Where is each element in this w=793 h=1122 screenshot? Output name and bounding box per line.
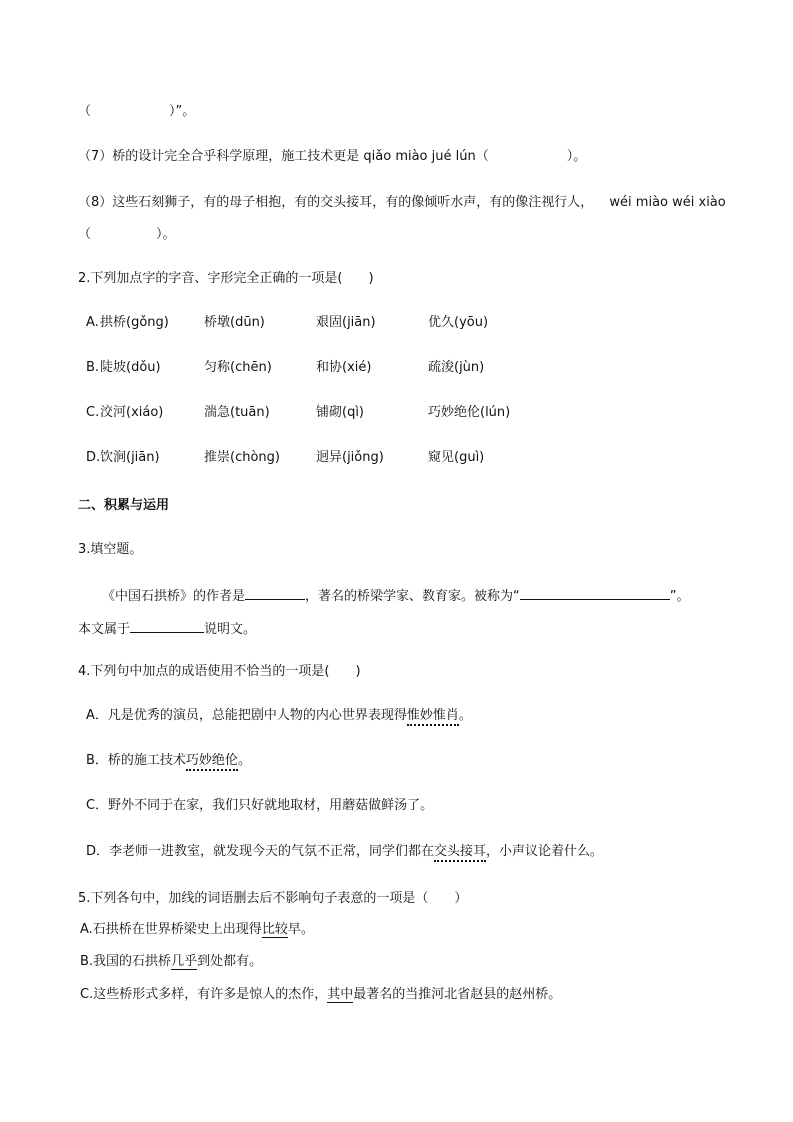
q3-type-blank[interactable]	[130, 619, 204, 633]
q5-option-b[interactable]	[80, 953, 262, 971]
q4-d-post: ，小声议论着什么。	[486, 844, 604, 859]
q2-c-item2: 湍急(tuān)	[204, 405, 270, 420]
q2-a-item4: 优久(yōu)	[428, 315, 489, 330]
q1-line8-text: （8）这些石刻狮子，有的母子相抱，有的交头接耳，有的像倾听水声，有的像注视行人，	[78, 195, 594, 210]
q1-line8-pinyin: wéi miào wéi xiào	[609, 195, 726, 210]
q5-b-pre: B.我国的石拱桥	[80, 954, 172, 969]
q2-b-letter: B.	[86, 360, 100, 375]
q4-option-d[interactable]	[86, 843, 603, 861]
q5-stem: 5.下列各句中，加线的词语删去后不影响句子表意的一项是（ ）	[78, 891, 468, 906]
q2-a-item3: 艰固(jiān)	[316, 315, 376, 330]
q5-c-post: 最著名的当推河北省赵县的赵州桥。	[353, 987, 562, 1002]
q3-line1-a: 《中国石拱桥》的作者是	[102, 589, 246, 604]
section-heading: 二、积累与运用	[78, 498, 170, 513]
q1-line6-tail: （ ）”。	[78, 104, 196, 119]
q4-b-pre: B．桥的施工技术	[86, 753, 186, 768]
q4-d-idiom: 交头接耳	[434, 844, 486, 862]
q3-line1	[102, 586, 690, 606]
q2-d-item4: 窥见(guì)	[428, 450, 485, 465]
q2-stem: 2.下列加点字的字音、字形完全正确的一项是( )	[78, 271, 374, 286]
q2-b-item3: 和协(xié)	[316, 360, 372, 375]
q2-b-item2: 匀称(chēn)	[204, 360, 272, 375]
q2-c-item3: 铺砌(qì)	[316, 405, 365, 420]
q4-option-c[interactable]	[86, 797, 433, 815]
q2-a-item2: 桥墩(dūn)	[204, 315, 265, 330]
q2-b-item4: 疏浚(jùn)	[428, 360, 485, 375]
q1-line7: （7）桥的设计完全合乎科学原理，施工技术更是 qiǎo miào jué lún（ ）。	[78, 149, 587, 164]
q4-c-post: ，用蘑菇做鲜汤了。	[316, 798, 434, 813]
q3-line1-c: ”。	[669, 589, 690, 604]
q2-b-item1: 陡坡(dǒu)	[100, 360, 161, 375]
q4-stem: 4.下列句中加点的成语使用不恰当的一项是( )	[78, 664, 361, 679]
q4-c-pre: C．野外不同于在家，我们只好	[86, 798, 265, 813]
q5-c-word: 其中	[327, 987, 354, 1002]
q2-c-item1: 洨河(xiáo)	[100, 405, 164, 420]
q3-line1-b: ，著名的桥梁学家、教育家。被称为“	[305, 589, 520, 604]
q4-b-post: 。	[237, 753, 251, 768]
q5-b-post: 到处都有。	[197, 954, 263, 969]
q2-c-letter: C.	[86, 405, 100, 420]
q5-option-c[interactable]	[80, 986, 561, 1004]
q4-d-pre: D．李老师一进教室，就发现今天的气氛不正常，同学们都在	[86, 844, 435, 859]
q4-b-idiom: 巧妙绝伦	[186, 753, 238, 771]
q3-line2	[78, 619, 256, 639]
q2-a-letter: A.	[86, 315, 99, 330]
q5-c-pre: C.这些桥形式多样，有许多是惊人的杰作，	[80, 987, 328, 1002]
q2-d-item3: 迥异(jiǒng)	[316, 450, 384, 465]
q4-c-idiom: 就地取材	[264, 798, 317, 813]
q4-a-pre: A．凡是优秀的演员，总能把剧中人物的内心世界表现得	[86, 708, 407, 723]
q4-option-a[interactable]	[86, 707, 472, 725]
q4-a-idiom: 惟妙惟肖	[407, 708, 459, 726]
q3-title-blank[interactable]	[520, 586, 670, 600]
q3-line2-a: 本文属于	[78, 622, 131, 637]
q3-stem: 3.填空题。	[78, 542, 143, 557]
q5-option-a[interactable]	[80, 921, 314, 939]
q4-a-post: 。	[458, 708, 472, 723]
q2-d-item2: 推崇(chòng)	[204, 450, 280, 465]
q5-a-pre: A.石拱桥在世界桥梁史上出现得	[80, 922, 262, 937]
q5-a-post: 早。	[287, 922, 314, 937]
q4-option-b[interactable]	[86, 752, 251, 770]
q2-d-item1: 饮涧(jiān)	[100, 450, 160, 465]
q1-line8	[78, 194, 726, 212]
q1-line8-blank: （ ）。	[78, 227, 176, 242]
q2-c-item4: 巧妙绝伦(lún)	[428, 405, 511, 420]
q3-author-blank[interactable]	[245, 586, 305, 600]
q3-line2-b: 说明文。	[204, 622, 257, 637]
q5-a-word: 比较	[261, 922, 288, 937]
q5-b-word: 几乎	[171, 954, 198, 969]
q2-a-item1: 拱桥(gǒng)	[100, 315, 169, 330]
q2-d-letter: D.	[86, 450, 101, 465]
